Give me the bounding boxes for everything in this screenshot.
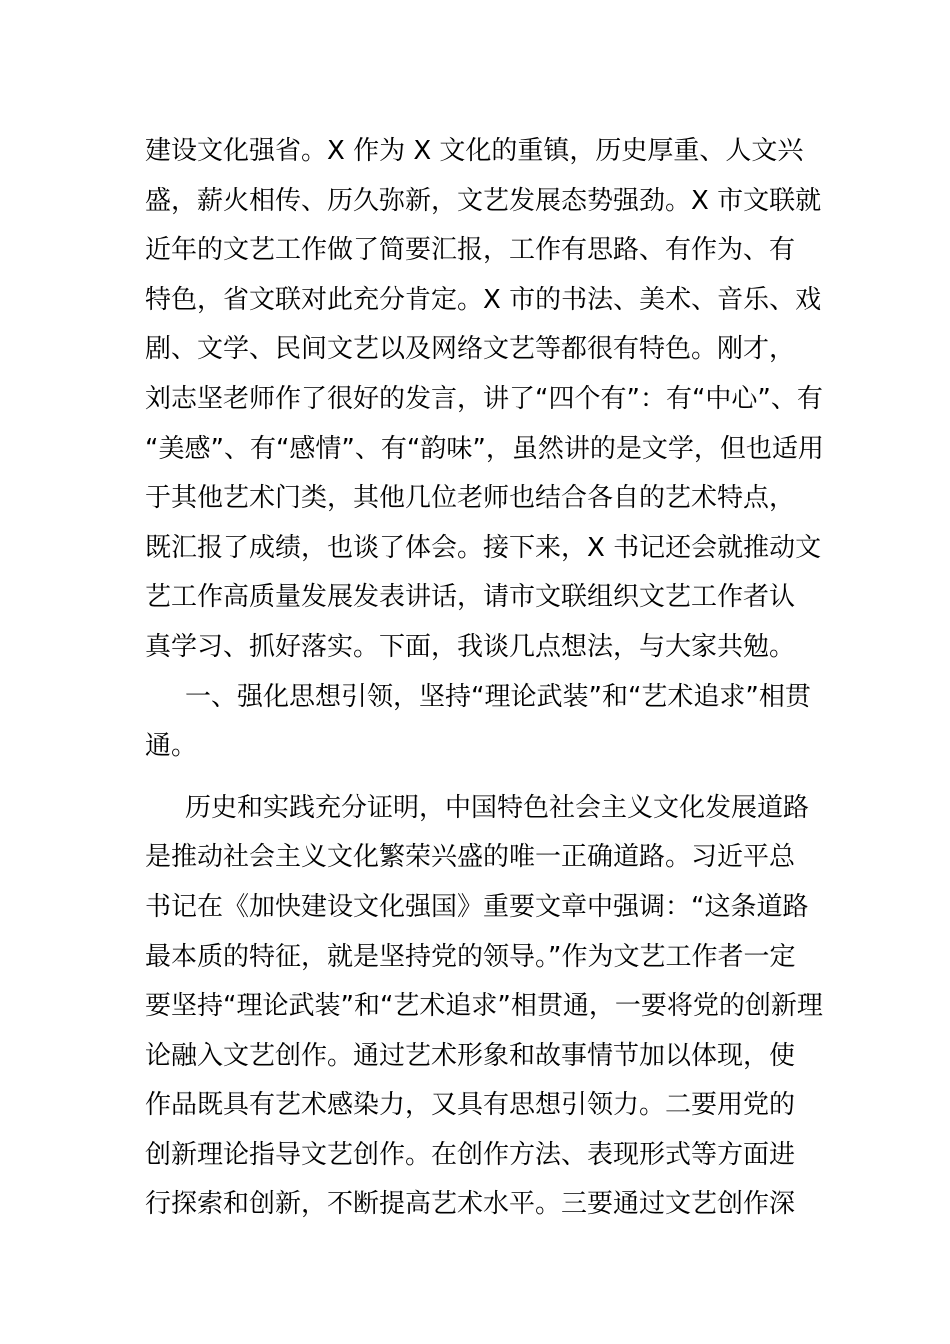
text-line: 艺工作高质量发展发表讲话，请市文联组织文艺工作者认 [145,582,796,613]
text-line: 行探索和创新，不断提高艺术水平。三要通过文艺创作深 [145,1189,796,1220]
text-line: 要坚持“理论武装”和“艺术追求”相贯通，一要将党的创新理 [145,991,823,1022]
text-line: 既汇报了成绩，也谈了体会。接下来，X 书记还会就推动文 [145,532,822,563]
text-line: 书记在《加快建设文化强国》重要文章中强调：“这条道路 [145,891,809,922]
paragraph-body [145,784,823,1230]
text-line: 近年的文艺工作做了简要汇报，工作有思路、有作为、有 [145,235,796,266]
text-line: 于其他艺术门类，其他几位老师也结合各自的艺术特点， [145,483,796,514]
heading-line: 通。 [145,731,198,762]
text-line: 作品既具有艺术感染力，又具有思想引领力。二要用党的 [145,1090,796,1121]
text-line: 建设文化强省。X 作为 X 文化的重镇，历史厚重、人文兴 [145,136,804,166]
text-line: 真学习、抓好落实。下面，我谈几点想法，与大家共勉。 [145,631,796,662]
heading-line: 一、强化思想引领，坚持“理论武装”和“艺术追求”相贯 [185,681,811,712]
body-text [145,127,824,1230]
text-line: 特色，省文联对此充分肯定。X 市的书法、美术、音乐、戏 [145,284,822,315]
text-line: 盛，薪火相传、历久弥新，文艺发展态势强劲。X 市文联就 [145,185,822,216]
text-line: 剧、文学、民间文艺以及网络文艺等都很有特色。刚才， [145,334,796,365]
text-line: 论融入文艺创作。通过艺术形象和故事情节加以体现，使 [145,1040,796,1071]
text-line: 历史和实践充分证明，中国特色社会主义文化发展道路 [185,792,810,823]
text-line: “美感”、有“感情”、有“韵味”，虽然讲的是文学，但也适用 [145,433,824,464]
section-heading [145,673,810,772]
text-line: 是推动社会主义文化繁荣兴盛的唯一正确道路。习近平总 [145,842,796,873]
text-line: 创新理论指导文艺创作。在创作方法、表现形式等方面进 [145,1139,796,1170]
text-line: 刘志坚老师作了很好的发言，讲了“四个有”：有“中心”、有 [145,383,823,414]
text-line: 最本质的特征，就是坚持党的领导。”作为文艺工作者一定 [145,941,796,972]
paragraph-intro [145,127,824,673]
